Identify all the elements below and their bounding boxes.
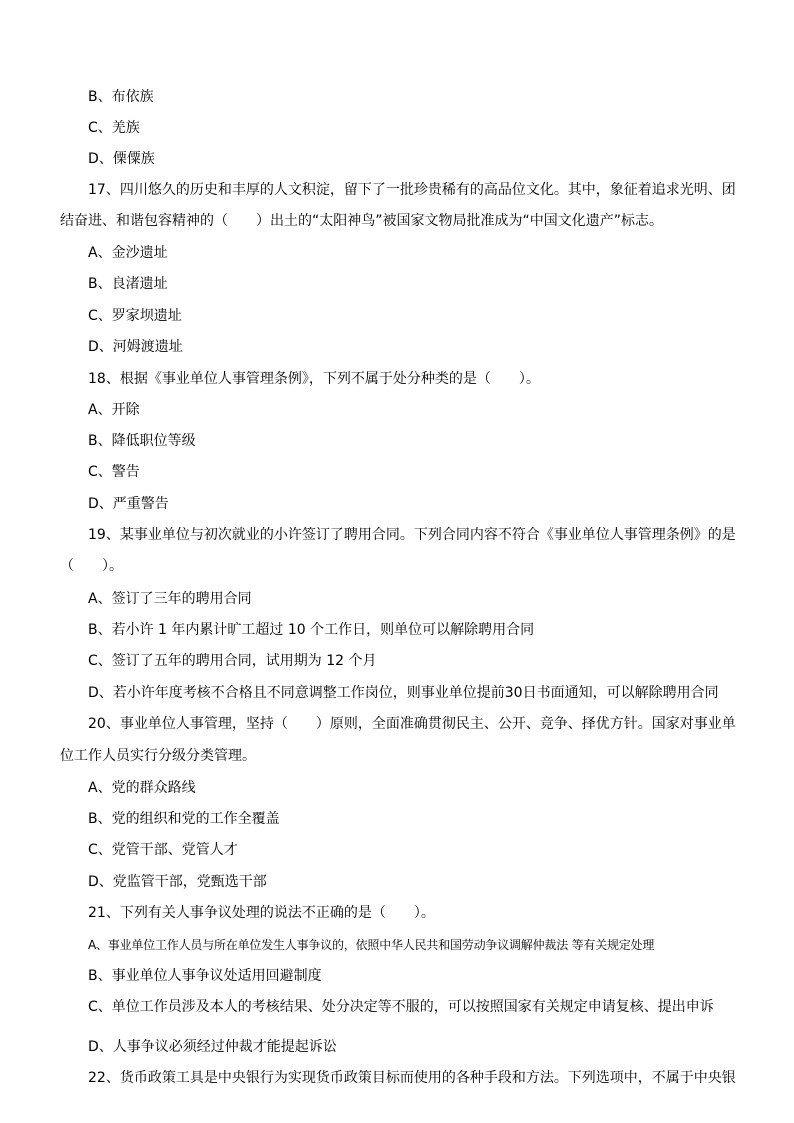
option-a-line: A、金沙遗址 <box>88 245 168 261</box>
question-18-line-1: 18、根据《事业单位人事管理条例》，下列不属于处分种类的是（ ）。 <box>88 371 540 387</box>
option-c-line: C、警告 <box>88 464 140 480</box>
option-a-line: A、党的群众路线 <box>88 780 196 796</box>
option-b-line: B、党的组织和党的工作全覆盖 <box>88 811 280 827</box>
question-20-line-1: 20、事业单位人事管理，坚持（ ）原则，全面准确贯彻民主、公开、竞争、择优方针。国家对事业单 <box>88 716 736 732</box>
option-b-line: B、降低职位等级 <box>88 433 196 449</box>
option-a-line: A、开除 <box>88 402 140 418</box>
option-b-line: B、事业单位人事争议处适用回避制度 <box>88 968 322 984</box>
option-b-line: B、布依族 <box>88 89 154 105</box>
option-d-line: D、严重警告 <box>88 496 169 512</box>
question-19-line-1: 19、某事业单位与初次就业的小许签订了聘用合同。下列合同内容不符合《事业单位人事管理条例》的是 <box>88 527 736 543</box>
option-d-line: D、党监管干部，党甄选干部 <box>88 874 267 890</box>
question-21-line-1: 21、下列有关人事争议处理的说法不正确的是（ ）。 <box>88 905 435 921</box>
question-17-line-1: 17、四川悠久的历史和丰厚的人文积淀，留下了一批珍贵稀有的高品位文化。其中，象征着追求光明、团 <box>88 182 736 198</box>
option-a-line: A、事业单位工作人员与所在单位发生人事争议的，依照中华人民共和国劳动争议调解仲裁法 等有关规定处理 <box>88 938 655 952</box>
option-a-line: A、签订了三年的聘用合同 <box>88 591 252 607</box>
question-20-line-2: 位工作人员实行分级分类管理。 <box>60 748 256 764</box>
question-22-line-1: 22、货币政策工具是中央银行为实现货币政策目标而使用的各种手段和方法。下列选项中，不属于中央银 <box>88 1070 736 1086</box>
option-c-line: C、党管干部、党管人才 <box>88 842 238 858</box>
option-d-line: D、人事争议必须经过仲裁才能提起诉讼 <box>88 1039 337 1055</box>
option-b-line: B、若小许 1 年内累计旷工超过 10 个工作日，则单位可以解除聘用合同 <box>88 622 535 638</box>
option-b-line: B、良渚遗址 <box>88 276 168 292</box>
question-17-line-2: 结奋进、和谐包容精神的（ ）出土的“太阳神鸟”被国家文物局批准成为“中国文化遗产”标志。 <box>60 213 664 229</box>
option-c-line: C、签订了五年的聘用合同，试用期为 12 个月 <box>88 653 377 669</box>
option-c-line: C、羌族 <box>88 120 140 136</box>
question-19-line-2: （ ）。 <box>60 558 123 574</box>
option-c-line: C、单位工作员涉及本人的考核结果、处分决定等不服的，可以按照国家有关规定申请复核、提出申诉 <box>88 999 714 1015</box>
option-d-line: D、若小许年度考核不合格且不同意调整工作岗位，则事业单位提前30日书面通知，可以解除聘用合同 <box>88 685 719 701</box>
option-d-line: D、河姆渡遗址 <box>88 339 183 355</box>
option-d-line: D、傈僳族 <box>88 151 155 167</box>
option-c-line: C、罗家坝遗址 <box>88 308 182 324</box>
